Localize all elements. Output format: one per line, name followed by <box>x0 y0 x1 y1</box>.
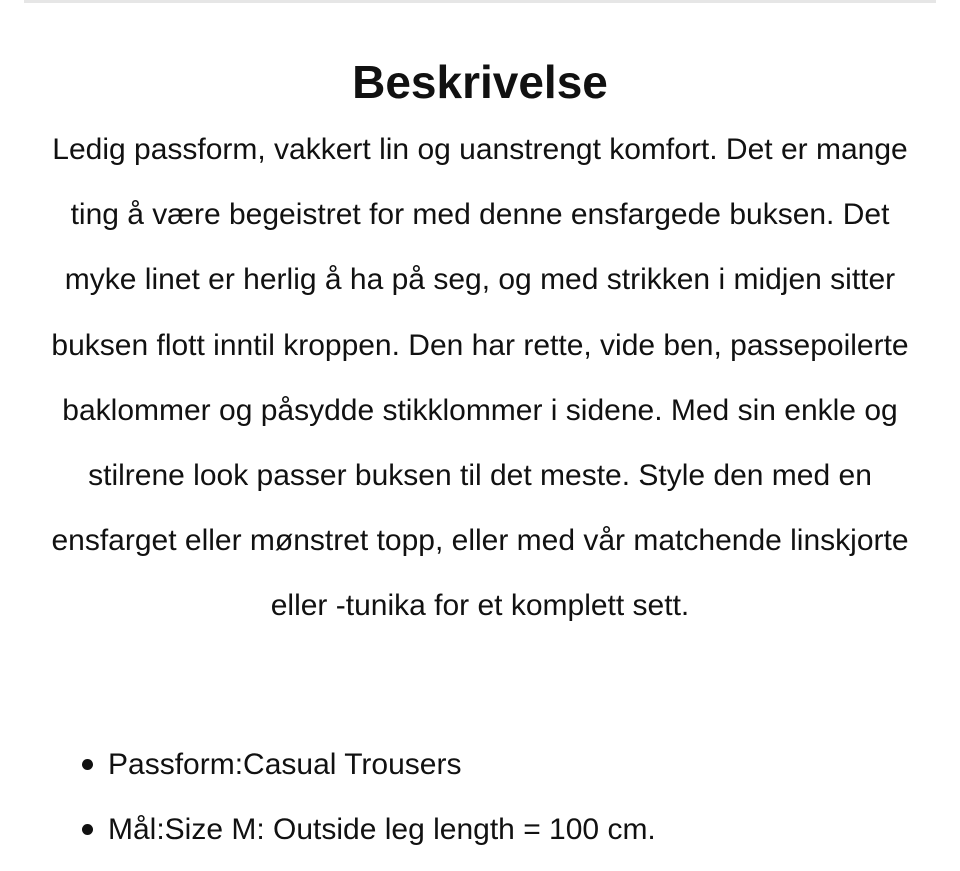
spec-list <box>0 732 656 862</box>
bullet-icon <box>82 824 93 835</box>
section-title: Beskrivelse <box>352 56 608 108</box>
top-divider <box>24 0 936 3</box>
bullet-icon <box>82 759 93 770</box>
spec-item-fit <box>0 732 656 797</box>
description-text: Ledig passform, vakkert lin og uanstrengt komfort. Det er mange ting å være begeistret for med denne ensfargede buksen. Det myke linet er herlig å ha på seg, og med strikken i midjen sitter buksen flott inntil kroppen. Den har rette, vide ben, passepoilerte baklommer og påsydde stikklommer i sidene. Med sin enkle og stilrene look passer buksen til det meste. Style den med en ensfarget eller mønstret topp, eller med vår matchende linskjorte eller -tunika for et komplett sett. <box>51 133 909 623</box>
spec-item-measurements <box>0 797 656 862</box>
spec-measurements-text: Mål:Size M: Outside leg length = 100 cm. <box>108 813 656 846</box>
spec-fit-text: Passform:Casual Trousers <box>108 748 462 781</box>
